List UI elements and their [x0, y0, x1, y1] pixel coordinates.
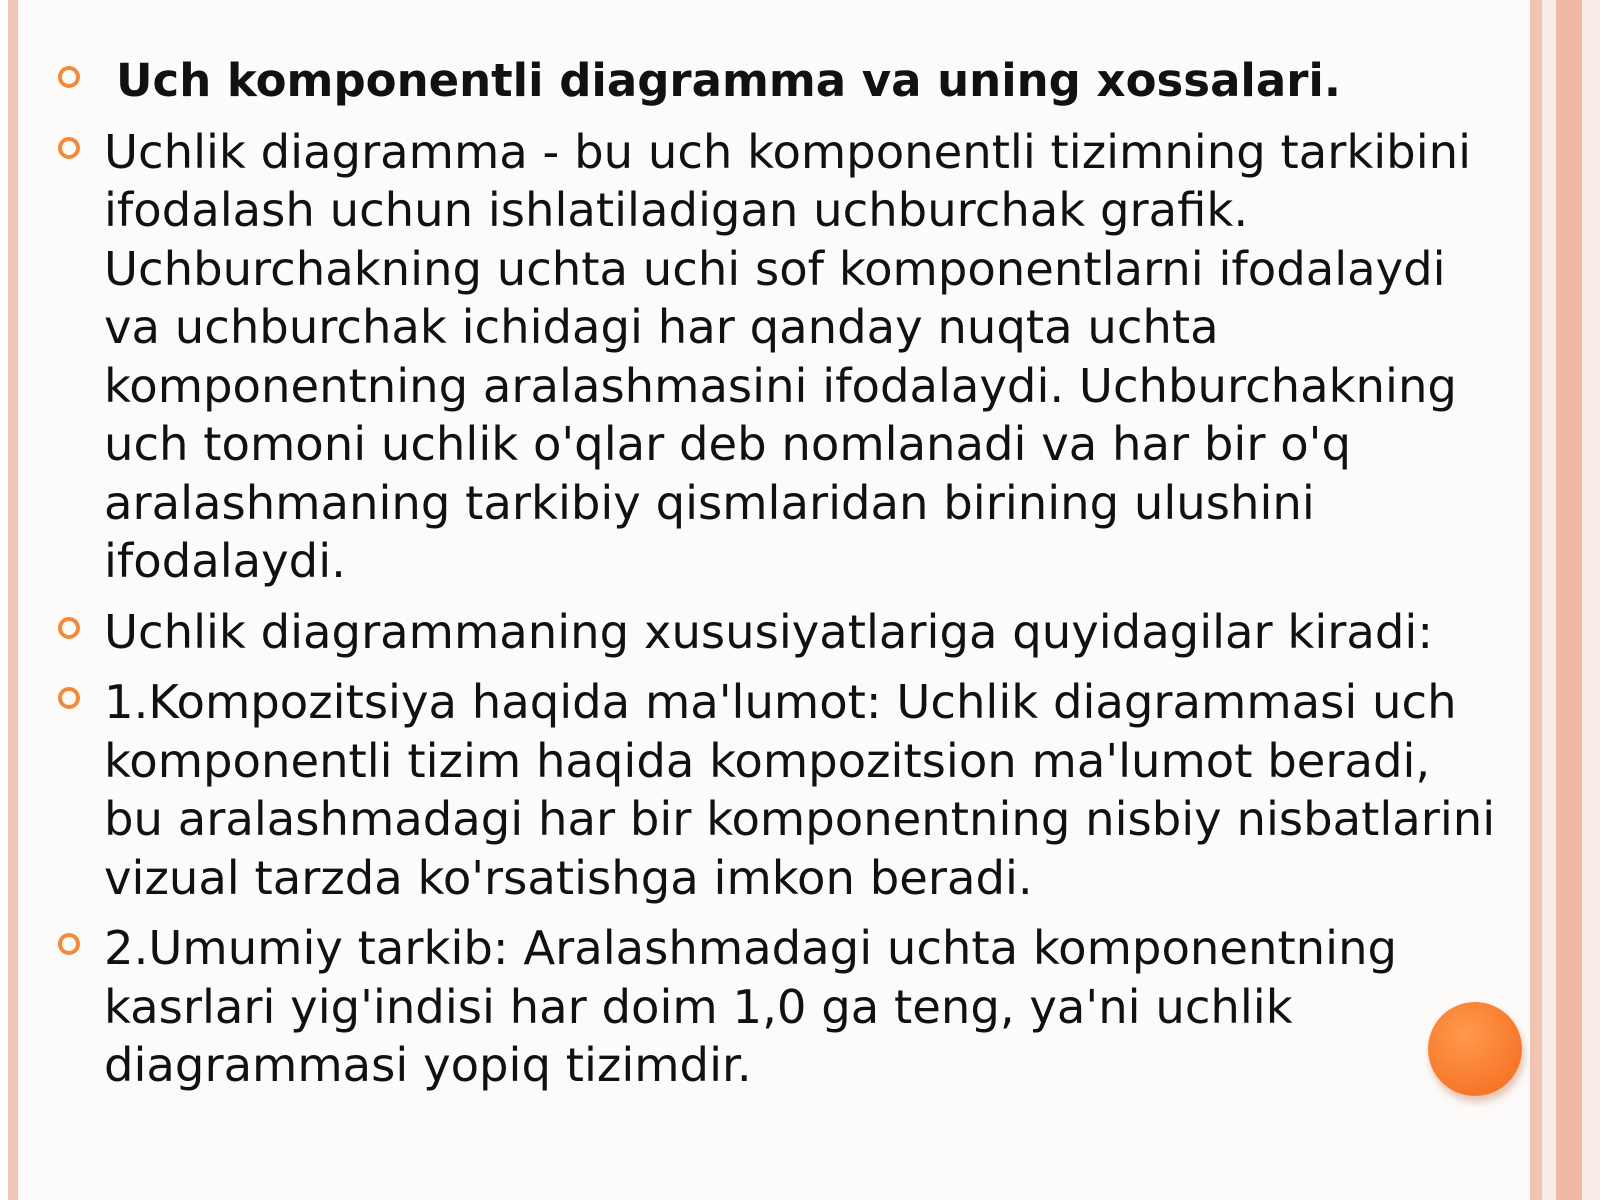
- bullet-item-property-2: [56, 919, 1496, 1095]
- bullet-text: Uchlik diagramma - bu uch komponentli tizimning tarkibini ifodalash uchun ishlatiladigan uchburchak grafik. Uchburchakning uchta uchi sof komponentlarni ifodalaydi va uchburchak ichidagi har qanday nuqta uchta komponentning aralashmasini ifodalaydi. Uchburchakning uch tomoni uchlik o'qlar deb nomlanadi va har bir o'q aralashmaning tarkibiy qismlaridan birining ulushini ifodalaydi.: [104, 124, 1472, 588]
- ring-bullet-icon: [58, 137, 80, 159]
- bullet-item-property-1: [56, 673, 1496, 907]
- right-decorative-stripe: [1530, 0, 1542, 1200]
- bullet-item-properties-intro: [56, 603, 1496, 662]
- bullet-item-definition: [56, 123, 1496, 591]
- right-decorative-stripe-outer: [1556, 0, 1582, 1200]
- ring-bullet-icon: [58, 933, 80, 955]
- slide-bullet-list: [56, 52, 1496, 1107]
- bullet-item-heading: [56, 52, 1496, 111]
- ring-bullet-icon: [58, 617, 80, 639]
- left-decorative-stripe: [8, 0, 18, 1200]
- orange-circle-decoration: [1428, 1002, 1522, 1096]
- bullet-text: 1.Kompozitsiya haqida ma'lumot: Uchlik diagrammasi uch komponentli tizim haqida kompozitsion ma'lumot beradi, bu aralashmadagi har bir komponentning nisbiy nisbatlarini vizual tarzda ko'rsatishga imkon beradi.: [104, 675, 1496, 905]
- bullet-text: 2.Umumiy tarkib: Aralashmadagi uchta komponentning kasrlari yig'indisi har doim 1,0 ga teng, ya'ni uchlik diagrammasi yopiq tizimdir.: [104, 921, 1398, 1092]
- bullet-text: Uch komponentli diagramma va uning xossalari.: [116, 54, 1341, 107]
- bullet-text: Uchlik diagrammaning xususiyatlariga quyidagilar kiradi:: [104, 604, 1433, 659]
- ring-bullet-icon: [58, 687, 80, 709]
- ring-bullet-icon: [58, 66, 80, 88]
